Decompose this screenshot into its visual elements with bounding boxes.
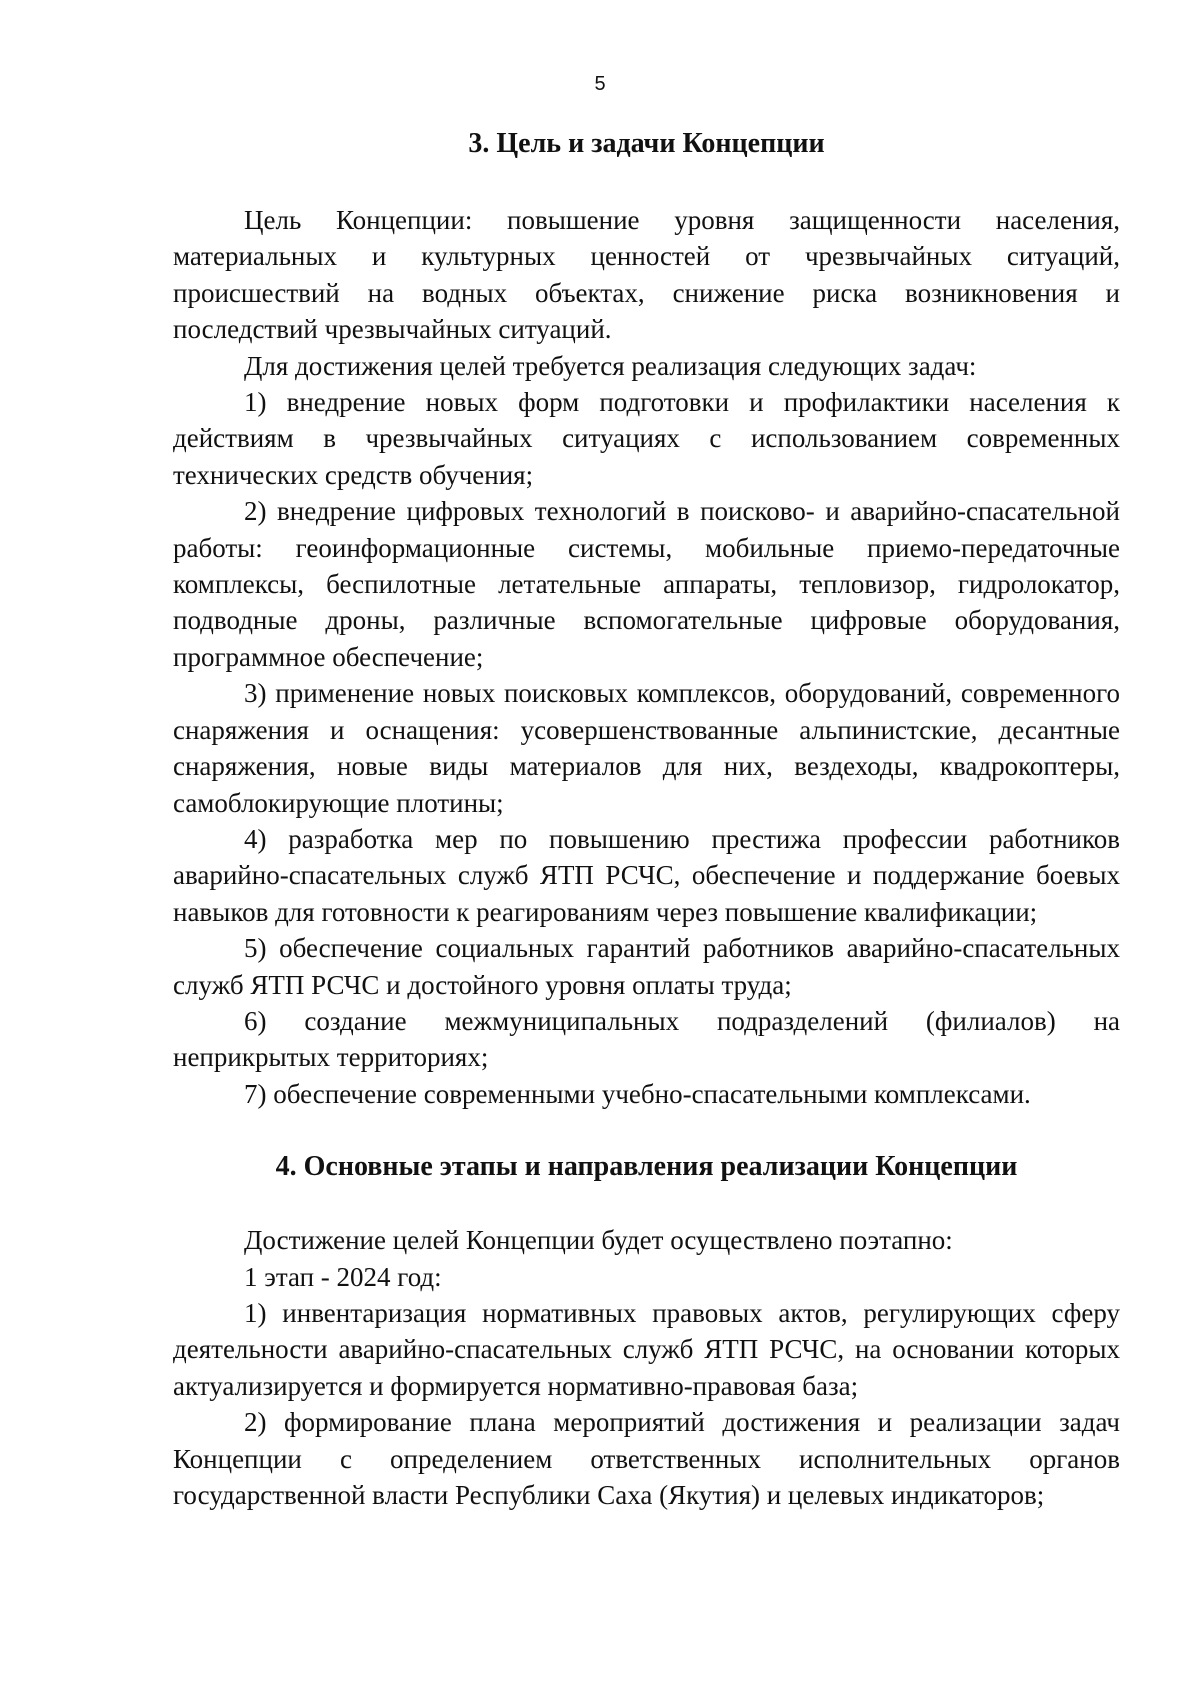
- task-item-1: 1) внедрение новых форм подготовки и профилактики населения к действиям в чрезвычайных ситуациях с использованием современных технических средств обучения;: [173, 387, 1120, 490]
- task-item-7: 7) обеспечение современными учебно-спасательными комплексами.: [244, 1078, 1031, 1109]
- section-3-paragraph: Цель Концепции: повышение уровня защищенности населения, материальных и культурных ценностей от чрезвычайных ситуаций, происшествий на водных объектах, снижение риска возникновения и последствий чрезвычайных ситуаций.: [173, 205, 1120, 345]
- task-item-3: 3) применение новых поисковых комплексов, оборудований, современного снаряжения и оснащения: усовершенствованные альпинистские, десантные снаряжения, новые виды материалов для них, вездеходы, квадрокоптеры, самоблокирующие плотины;: [173, 678, 1120, 818]
- task-item-5: 5) обеспечение социальных гарантий работников аварийно-спасательных служб ЯТП РСЧС и достойного уровня оплаты труда;: [173, 933, 1120, 1000]
- document-body: [173, 126, 1120, 1513]
- section-3-paragraph: Для достижения целей требуется реализация следующих задач:: [244, 350, 977, 381]
- task-item-6: 6) создание межмуниципальных подразделений (филиалов) на неприкрытых территориях;: [173, 1005, 1120, 1073]
- section-4-paragraph: Достижение целей Концепции будет осуществлено поэтапно:: [244, 1225, 953, 1256]
- section-3-heading: 3. Цель и задачи Концепции: [468, 128, 825, 159]
- stage-item-2: 2) формирование плана мероприятий достижения и реализации задач Концепции с определением ответственных исполнительных органов государственной власти Республики Саха (Якутия) и целевых индикаторов;: [173, 1407, 1120, 1510]
- section-4-heading: 4. Основные этапы и направления реализации Концепции: [275, 1151, 1018, 1183]
- stage-item-1: 1) инвентаризация нормативных правовых актов, регулирующих сферу деятельности аварийно-спасательных служб ЯТП РСЧС, на основании которых актуализируется и формируется нормативно-правовая база;: [173, 1297, 1120, 1401]
- page-number: 5: [594, 73, 606, 95]
- stage-heading: 1 этап - 2024 год:: [244, 1261, 442, 1292]
- task-item-2: 2) внедрение цифровых технологий в поисково- и аварийно-спасательной работы: геоинформационные системы, мобильные приемо-передаточные комплексы, беспилотные летательные аппараты, тепловизор, гидролокатор, подводные дроны, различные вспомогательные цифровые оборудования, программное обеспечение;: [173, 496, 1120, 672]
- task-item-4: 4) разработка мер по повышению престижа профессии работников аварийно-спасательных служб ЯТП РСЧС, обеспечение и поддержание боевых навыков для готовности к реагированиям через повышение квалификации;: [173, 823, 1120, 927]
